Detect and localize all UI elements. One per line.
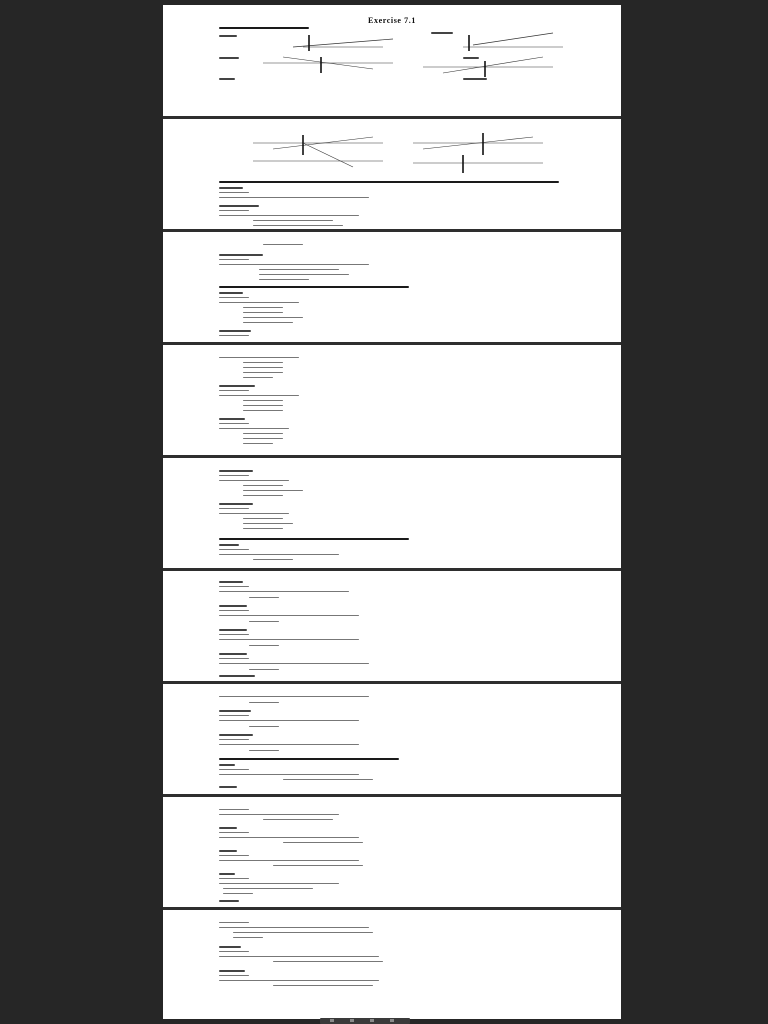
solution-line xyxy=(253,559,293,560)
solution-line xyxy=(243,410,283,411)
solution-line xyxy=(243,495,283,496)
solution-line xyxy=(259,279,309,280)
solution-label xyxy=(219,549,249,550)
solution-line xyxy=(219,956,379,957)
solution-line xyxy=(219,744,359,745)
solution-line xyxy=(243,528,283,529)
solution-label xyxy=(219,475,249,476)
solution-line xyxy=(243,438,283,439)
solution-line xyxy=(263,244,303,245)
document-page xyxy=(163,119,621,229)
part-label xyxy=(219,710,251,712)
document-page xyxy=(163,684,621,794)
solution-label xyxy=(219,832,249,833)
question-text xyxy=(219,758,399,760)
solution-line xyxy=(243,490,303,491)
part-label xyxy=(219,873,235,875)
solution-line xyxy=(219,696,369,697)
part-label xyxy=(219,675,255,677)
solution-line xyxy=(219,883,339,884)
solution-line xyxy=(219,480,289,481)
nav-control-icon[interactable] xyxy=(390,1019,394,1022)
solution-line xyxy=(219,264,369,265)
solution-line xyxy=(219,860,359,861)
solution-line xyxy=(243,372,283,373)
solution-label xyxy=(219,634,249,635)
solution-label xyxy=(219,423,249,424)
solution-line xyxy=(219,554,339,555)
part-label xyxy=(219,78,235,80)
part-label xyxy=(463,78,487,80)
part-label xyxy=(219,581,243,583)
solution-label xyxy=(219,586,249,587)
part-label xyxy=(219,786,237,788)
solution-label xyxy=(219,855,249,856)
solution-label xyxy=(219,610,249,611)
solution-line xyxy=(219,774,359,775)
solution-line xyxy=(219,513,289,514)
document-page xyxy=(163,5,621,116)
part-label xyxy=(463,57,479,59)
solution-label xyxy=(219,390,249,391)
document-page xyxy=(163,797,621,907)
part-label xyxy=(219,734,253,736)
solution-line xyxy=(219,927,369,928)
solution-line xyxy=(219,302,299,303)
part-label xyxy=(219,764,235,766)
document-page xyxy=(163,458,621,568)
part-label xyxy=(219,385,255,387)
part-label xyxy=(219,57,239,59)
solution-line xyxy=(249,726,279,727)
solution-line xyxy=(249,750,279,751)
solution-label xyxy=(219,335,249,336)
nav-control-icon[interactable] xyxy=(330,1019,334,1022)
solution-line xyxy=(249,702,279,703)
part-label xyxy=(219,330,251,332)
nav-control-icon[interactable] xyxy=(370,1019,374,1022)
question-text xyxy=(219,538,409,540)
document-scroll-area[interactable] xyxy=(163,5,621,1019)
solution-line xyxy=(249,645,279,646)
solution-line xyxy=(233,937,263,938)
angle-diagrams xyxy=(243,127,563,177)
solution-label xyxy=(219,769,249,770)
solution-line xyxy=(273,985,373,986)
nav-control-icon[interactable] xyxy=(350,1019,354,1022)
solution-line xyxy=(253,220,333,221)
solution-label xyxy=(219,658,249,659)
solution-label xyxy=(219,297,249,298)
solution-label xyxy=(219,975,249,976)
solution-label xyxy=(219,508,249,509)
part-label xyxy=(219,629,247,631)
solution-line xyxy=(249,597,279,598)
solution-label xyxy=(219,878,249,879)
part-label xyxy=(219,470,253,472)
solution-line xyxy=(243,322,293,323)
solution-line xyxy=(283,779,373,780)
angle-diagrams xyxy=(223,29,583,89)
solution-line xyxy=(219,197,369,198)
solution-label xyxy=(219,192,249,193)
solution-line xyxy=(283,842,363,843)
question-text xyxy=(219,181,559,183)
solution-line xyxy=(249,621,279,622)
solution-line xyxy=(243,405,283,406)
solution-line xyxy=(243,443,273,444)
part-label xyxy=(219,850,237,852)
solution-line xyxy=(243,518,283,519)
solution-line xyxy=(243,312,283,313)
document-page xyxy=(163,345,621,455)
solution-line xyxy=(219,837,359,838)
solution-line xyxy=(243,485,283,486)
solution-line xyxy=(219,663,369,664)
solution-line xyxy=(219,980,379,981)
solution-line xyxy=(253,225,343,226)
question-text xyxy=(219,286,409,288)
solution-line xyxy=(219,814,339,815)
solution-label xyxy=(219,715,249,716)
solution-line xyxy=(219,428,289,429)
solution-line xyxy=(243,400,283,401)
solution-line xyxy=(223,893,253,894)
solution-label xyxy=(219,210,249,211)
part-label xyxy=(219,503,253,505)
part-label xyxy=(219,418,245,420)
part-label xyxy=(219,254,263,256)
part-label xyxy=(219,205,259,207)
solution-line xyxy=(243,362,283,363)
solution-line xyxy=(243,377,273,378)
document-page xyxy=(163,571,621,681)
solution-line xyxy=(223,888,313,889)
solution-label xyxy=(219,951,249,952)
solution-line xyxy=(243,433,283,434)
solution-label xyxy=(219,259,249,260)
solution-line xyxy=(259,274,349,275)
solution-line xyxy=(243,307,283,308)
document-page xyxy=(163,232,621,342)
solution-line xyxy=(243,317,303,318)
part-label xyxy=(219,900,239,902)
solution-line xyxy=(233,932,373,933)
solution-line xyxy=(243,523,293,524)
solution-line xyxy=(273,865,363,866)
solution-line xyxy=(219,591,349,592)
solution-label xyxy=(219,922,249,923)
part-label xyxy=(219,187,243,189)
part-label xyxy=(219,653,247,655)
part-label xyxy=(219,605,247,607)
part-label xyxy=(219,827,237,829)
part-label xyxy=(219,544,239,546)
part-label xyxy=(219,292,243,294)
solution-line xyxy=(273,961,383,962)
page-navigation-bar[interactable] xyxy=(320,1018,410,1024)
solution-line xyxy=(219,357,299,358)
solution-line xyxy=(249,669,279,670)
solution-line xyxy=(259,269,339,270)
solution-line xyxy=(219,615,359,616)
solution-line xyxy=(219,720,359,721)
solution-line xyxy=(219,395,299,396)
part-label xyxy=(219,970,245,972)
solution-label xyxy=(219,809,249,810)
solution-line xyxy=(219,639,359,640)
part-label xyxy=(219,946,241,948)
solution-line xyxy=(243,367,283,368)
solution-line xyxy=(263,819,333,820)
page-title: Exercise 7.1 xyxy=(368,16,416,25)
solution-line xyxy=(219,215,359,216)
document-page xyxy=(163,910,621,1019)
solution-label xyxy=(219,739,249,740)
